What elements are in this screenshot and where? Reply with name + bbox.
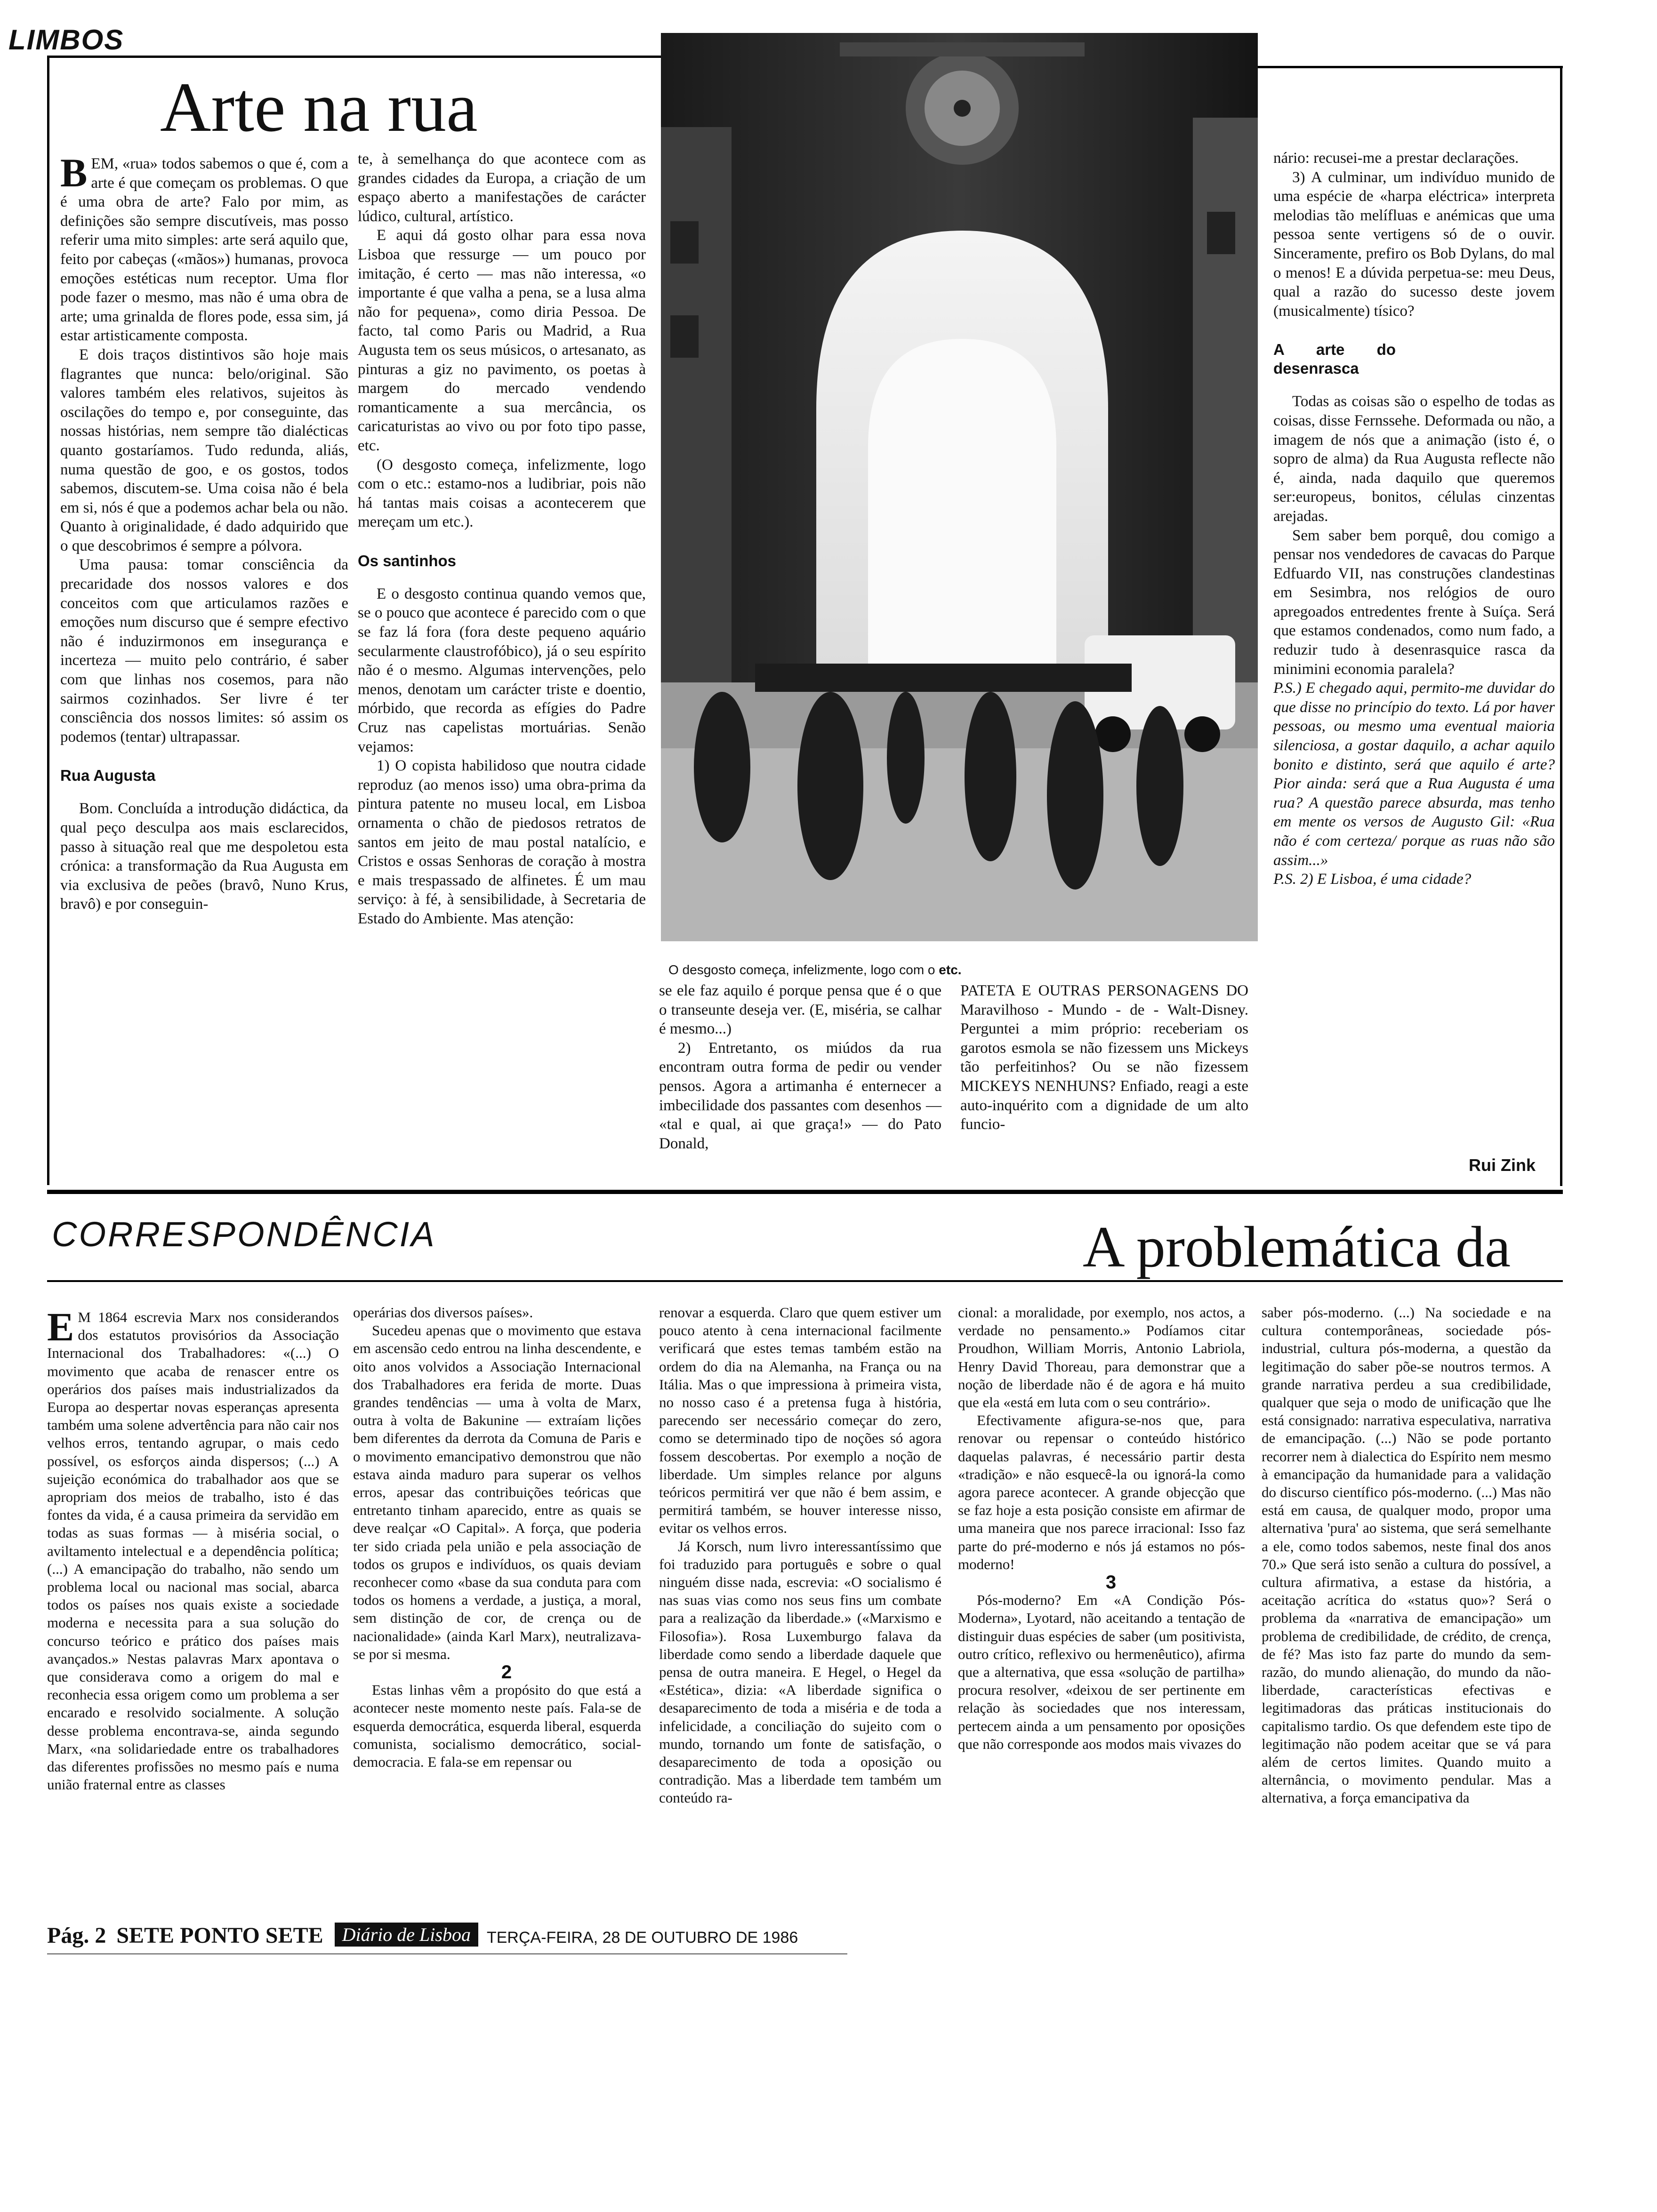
headline: Arte na rua xyxy=(160,68,478,146)
article1-under-photo-2 xyxy=(960,981,1248,1134)
photo-arco-rua-augusta xyxy=(661,33,1258,941)
photo-caption-bold: etc. xyxy=(939,962,962,977)
paragraph: se ele faz aquilo é porque pensa que é o que o transeunte deseja ver. (E, miséria, se calhar é mesmo...) xyxy=(659,982,941,1038)
paragraph: renovar a esquerda. Claro que quem estiver um pouco atento à cena internacional facilmente verificará que estes temas também estão na ordem do dia na Alemanha, na França ou na Itália. Mas o que impressiona à primeira vista, no nosso caso é a pretensa fuga à história, parecendo ser necessário começar do zero, como se determinado tipo de noções só agora fossem descobertas. Por exemplo a noção de liberdade. Um simples relance por alguns teóricos permitirá ver que não é bem assim, e permitirá também, se houver interesse nisso, evitar os velhos erros. xyxy=(659,1304,941,1537)
paragraph: 2) Entretanto, os miúdos da rua encontram outra forma de pedir ou vender pensos. Agora a artimanha é enternecer a imbecilidade dos passantes com desenhos — «tal e qual, ai que graça!» — do Pato Donald, xyxy=(659,1039,941,1152)
article2-column-2 xyxy=(353,1304,641,1771)
frame-left xyxy=(47,56,49,1185)
paragraph: E o desgosto continua quando vemos que, se o pouco que acontece é parecido com o que se faz lá fora (fora deste pequeno aquário secularmente claustrofóbico), já o seu espírito não é o mesmo. Algumas intervenções, pelo menos, denotam um carácter triste e doentio, mórbido, que recorda as efígies do Padre Cruz nas capelistas mortuárias. Senão vejamos: xyxy=(358,585,646,755)
headline-rule xyxy=(47,1280,1563,1282)
page-number: Pág. 2 xyxy=(47,1923,106,1948)
subheading-os-santinhos: Os santinhos xyxy=(358,552,457,569)
frame-top-right xyxy=(1258,66,1563,68)
paragraph: PATETA E OUTRAS PERSONAGENS DO Maravilhoso - Mundo - de - Walt-Disney. Perguntei a mim próprio: receberiam os garotos esmola se não fizessem uns Mickeys tão perfeitinhos? Ou se não fizessem MICKEYS NENHUNS? Enfiado, reagi a este auto-inquérito com a dignidade de um alto funcio- xyxy=(960,982,1248,1133)
paragraph: Todas as coisas são o espelho de todas as coisas, disse Fernssehe. Deformada ou não, a imagem de nós que a animação (isto é, o sopro de alma) da Rua Augusta reflecte não é, ainda, nada daquilo que queremos ser:europeus, bonitos, células cinzentas arejadas. xyxy=(1273,393,1555,525)
article2-column-5 xyxy=(1262,1304,1551,1807)
issue-date: TERÇA-FEIRA, 28 DE OUTUBRO DE 1986 xyxy=(486,1929,798,1947)
paragraph: BEM, «rua» todos sabemos o que é, com a arte é que começam os problemas. O que é uma obra de arte? Falo por mim, as definições são sempre discutíveis, mas posso referir uma mito simples: arte será aquilo que, feito por cabeças («mãos») humanas, provoca emoções estéticas num receptor. Uma flor pode fazer o mesmo, mas não é uma obra de arte; uma grinalda de flores pode, essa sim, já estar artisticamente composta. xyxy=(60,150,348,345)
postscript-2: P.S. 2) E Lisboa, é uma cidade? xyxy=(1273,871,1472,888)
frame-right xyxy=(1560,66,1562,1186)
photo-caption xyxy=(668,962,962,978)
subheading-rua-augusta: Rua Augusta xyxy=(60,767,156,785)
article2-column-4 xyxy=(958,1304,1245,1753)
section-correspondencia: CORRESPONDÊNCIA xyxy=(52,1215,436,1254)
headline-2: A problemática da xyxy=(1083,1215,1511,1279)
article2-column-1 xyxy=(47,1304,339,1794)
article2-column-3 xyxy=(659,1304,941,1807)
section-number-3: 3 xyxy=(1105,1572,1117,1593)
paragraph: cional: a moralidade, por exemplo, nos actos, a verdade no pensamento.» Podíamos citar Proudhon, William Morris, Antonio Labriola, Henry David Thoreau, para demonstrar que a noção de liberdade não é de agora e há muito que ela «está em luta com o seu contrário». xyxy=(958,1304,1245,1411)
dropcap: B xyxy=(60,150,88,195)
paragraph: nário: recusei-me a prestar declarações. xyxy=(1273,150,1519,167)
paragraph: Bom. Concluída a introdução didáctica, da qual peço desculpa aos mais esclarecidos, passo à situação real que me despoletou esta crónica: a transformação da Rua Augusta em via exclusiva de peões (bravô, Nuno Krus, bravô) e por conseguin- xyxy=(60,800,348,913)
subheading-a-arte-do-desenrasca: A arte do desenrasca xyxy=(1273,341,1396,377)
article1-column-2 xyxy=(358,150,646,929)
paragraph: Estas linhas vêm a propósito do que está a acontecer neste momento neste país. Fala-se de esquerda democrática, esquerda liberal, esquerda comunista, socialismo democrático, social-democracia. E fala-se em repensar ou xyxy=(353,1682,641,1771)
section-divider xyxy=(47,1190,1563,1194)
paragraph: Já Korsch, num livro interessantíssimo que foi traduzido para português e sobre o qual ninguém disse nada, escrevia: «O socialismo é nas suas vias como nos seus fins um combate para a realização da liberdade.» («Marxismo e Filosofia»). Rosa Luxemburgo falava da liberdade como sendo a liberdade daquele que pensa de outra maneira. E Hegel, o Hegel da «Estética», dizia: «A liberdade significa o desaparecimento de toda a miséria e de toda a infelicidade, a conciliação do sujeito com o mundo, tornando um fonte de satisfação, o desaparecimento de toda a oposição ou contradição. Mas a liberdade tem também um conteúdo ra- xyxy=(659,1538,941,1806)
paragraph: Sucedeu apenas que o movimento que estava em ascensão cedo entrou na linha descendente, e oito anos volvidos a Associação Internacional dos Trabalhadores era ferida de morte. Duas grandes tendências — uma à volta de Marx, outra à volta de Bakunine — extraíam lições bem diferentes da derrota da Comuna de Paris e o movimento emancipativo demonstrou que não estava ainda maduro para superar os velhos erros, apesar das contribuições teóricas que entretanto tinham aparecido, entre as quais se deve realçar «O Capital». A força, que poderia ter sido criada pela união e pela associação de todos os grupos e indivíduos, os quais deviam reconhecer como «base da sua conduta para com todos os homens a verdade, a justiça, a moral, sem distinção de cor, de crença ou de nacionalidade» (ainda Karl Marx), neutralizava-se por si mesma. xyxy=(353,1322,641,1662)
paragraph: E dois traços distintivos são hoje mais flagrantes que nunca: belo/original. São valores também eles relativos, sujeitos às oscilações do tempo e, por conseguinte, das nossas histórias, nem sempre tão dialécticas quanto gostaríamos. Tudo redunda, aliás, numa questão de goo, e os gostos, todos sabemos, discutem-se. Uma coisa não é bela em si, nós é que a podemos achar bela ou não. Quanto à originalidade, é dado adquirido que o que descobrimos é sempre a pólvora. xyxy=(60,346,348,554)
article1-column-4 xyxy=(1273,149,1555,889)
photo-caption-text: O desgosto começa, infelizmente, logo com o xyxy=(668,962,939,977)
section-number-2: 2 xyxy=(501,1662,512,1683)
newspaper-logo: Diário de Lisboa xyxy=(335,1923,478,1947)
paragraph: (O desgosto começa, infelizmente, logo com o etc.: estamo-nos a ludibriar, pois não há tantas mais coisas a acontecerem que mereçam um etc.). xyxy=(358,456,646,531)
dropcap-2: E xyxy=(47,1304,74,1349)
postscript-1: P.S.) E chegado aqui, permito-me duvidar do que disse no princípio do texto. Lá por haver pessoas, ou mesmo uma eventual maioria silenciosa, a gostar daquilo, a achar aquilo bonito e distinto, será que aquilo é arte? Pior ainda: será que a Rua Augusta é uma rua? A questão parece absurda, mas tenho em mente os versos de Augusto Gil: «Rua não é com certeza/ porque as ruas não são assim...» xyxy=(1273,680,1555,869)
supplement-name: SETE PONTO SETE xyxy=(116,1923,323,1948)
paragraph: Uma pausa: tomar consciência da precaridade dos nossos valores e dos conceitos com que articulamos razões e emoções num discurso que é sempre efectivo não é induzirmonos em insegurança e incerteza — muito pelo contrário, é saber com que linhas nos cosemos, para não sairmos cozinhados. Ser livre é ter consciência dos nossos limites: só assim os podemos (tentar) ultrapassar. xyxy=(60,556,348,745)
paragraph: E M 1864 escrevia Marx nos considerandos dos estatutos provisórios da Associação Internacional dos Trabalhadores: «(...) O movimento que acaba de renascer entre os operários dos países mais industrializados da Europa ao despertar novas esperanças apresenta também uma solene advertência para não cair nos velhos erros, tentando agrupar, o mais cedo possível, os esforços ainda dispersos; (...) A sujeição económica do trabalhador aos que se apropriam dos meios de trabalho, isto é das fontes da vida, é a causa primeira da servidão em todas as suas formas — à miséria social, o aviltamento intelectual e a dependência política; (...) A emancipação do trabalho, não sendo um problema local ou nacional mas social, abarca todos os países nos quais existe a sociedade moderna e necessita para a sua solução do concurso teórico e prático dos países mais avançados.» Nestas palavras Marx apontava o que considerava como a origem do mal e reconhecia essa origem como um problema a ser encarado e resolvido socialmente. A solução desse problema encontrava-se, ainda segundo Marx, «na solidariedade entre os trabalhadores das diferentes profissões no mesmo país e numa união fraternal entre as classes xyxy=(47,1304,339,1793)
paragraph: Sem saber bem porquê, dou comigo a pensar nos vendedores de cavacas do Parque Edfuardo VII, nas construções clandestinas em Sesimbra, nos relógios de ouro apregoados entredentes frente à Suíça. Será que estamos condenados, como num fado, a reduzir tudo à desenrasquice rasca da minimini economia paralela? xyxy=(1273,527,1555,678)
paragraph: operárias dos diversos países». xyxy=(353,1304,533,1321)
paragraph: E aqui dá gosto olhar para essa nova Lisboa que ressurge — um pouco por imitação, é certo — mas não interessa, «o importante é que valha a pena, se a lusa alma não for pequena», como diria Pessoa. De facto, tal como Paris ou Madrid, a Rua Augusta tem os seus músicos, o artesanato, as pinturas a giz no pavimento, os poetas à margem do mercado vendendo romanticamente a sua mercância, os caricaturistas ao vivo ou por foto tipo passe, etc. xyxy=(358,227,646,454)
paragraph: saber pós-moderno. (...) Na sociedade e na cultura contemporâneas, sociedade pós-industrial, cultura pós-moderna, a questão da legitimação do saber põe-se noutros termos. A grande narrativa perdeu a sua credibilidade, qualquer que seja o modo de unificação que lhe está consignado: narrativa especulativa, narrativa de emancipação. (...) Não se pode portanto recorrer nem à dialectica do Espírito nem mesmo à emancipação da humanidade para a validação do discurso científico pós-moderno. (...) Mas não está em causa, de qualquer modo, propor uma alternativa 'pura' ao sistema, que será semelhante a ele, como todos sabemos, neste final dos anos 70.» Que será isto senão a cultura do possível, a cultura afirmativa, a estase da história, a aceitação acrítica do «status quo»? Será o problema da «narrativa de emancipação» um problema de credibilidade, de crédito, de crença, de fé? Mas isto faz parte do mundo da sem-razão, do mundo alienação, do mundo da não-liberdade, características efectivas e legitimadoras das práticas institucionais do capitalismo tardio. Os que defendem este tipo de legitimação não podem aceitar que se vá para além de certos limites. Quando muito a alternância, o movimento pendular. Mas a alternativa, a força emancipativa da xyxy=(1262,1304,1551,1806)
paragraph: te, à semelhança do que acontece com as grandes cidades da Europa, a criação de um espaço aberto a manifestações de carácter lúdico, cultural, artístico. xyxy=(358,151,646,225)
paragraph: 1) O copista habilidoso que noutra cidade reproduz (ao menos isso) uma obra-prima da pintura patente no museu local, em Lisboa ornamenta o chão de piedosos retratos de santos em jeito de mau postal natalício, e Cristos e ossas Senhoras de coração à mostra e mais trespassado de alfinetes. É um mau serviço: à fé, à sensibilidade, à Secretaria de Estado do Ambiente. Mas atenção: xyxy=(358,757,646,927)
footer xyxy=(47,1923,1563,1951)
paragraph: Pós-moderno? Em «A Condição Pós-Moderna», Lyotard, não aceitando a tentação de distinguir duas espécies de saber (um positivista, outro crítico, reflexivo ou hermenêutico), afirma que a alternativa, que essa «solução de partilha» procura resolver, «deixou de ser pertinente em relação às sociedades que nos interessam, pertecem ainda a um pensamento por oposições que não corresponde aos modos mais vivazes do xyxy=(958,1592,1245,1752)
paragraph: 3) A culminar, um indivíduo munido de uma espécie de «harpa eléctrica» interpreta melodias tão melífluas e anémicas que uma pessoa sente vertigens só de o ouvir. Sinceramente, prefiro os Bob Dylans, do mal o menos! E a dúvida perpetua-se: meu Deus, qual a razão do sucesso deste jovem (musicalmente) tísico? xyxy=(1273,168,1555,320)
paragraph: Efectivamente afigura-se-nos que, para renovar ou repensar o conteúdo histórico daquelas palavras, é necessário partir desta «tradição» e não esquecê-la ou ignorá-la como agora parece acontecer. A grande objecção que se faz hoje a esta posição consiste em afirmar de uma maneira que nos parece irracional: Isso faz parte do pré-moderno e nós já estamos no pós-moderno! xyxy=(958,1412,1245,1572)
byline: Rui Zink xyxy=(1469,1155,1536,1175)
section-tag: LIMBOS xyxy=(8,24,124,56)
article1-under-photo-1 xyxy=(659,981,941,1153)
article1-column-1 xyxy=(60,150,348,914)
footer-rule xyxy=(47,1953,847,1955)
frame-top-left xyxy=(47,56,661,58)
